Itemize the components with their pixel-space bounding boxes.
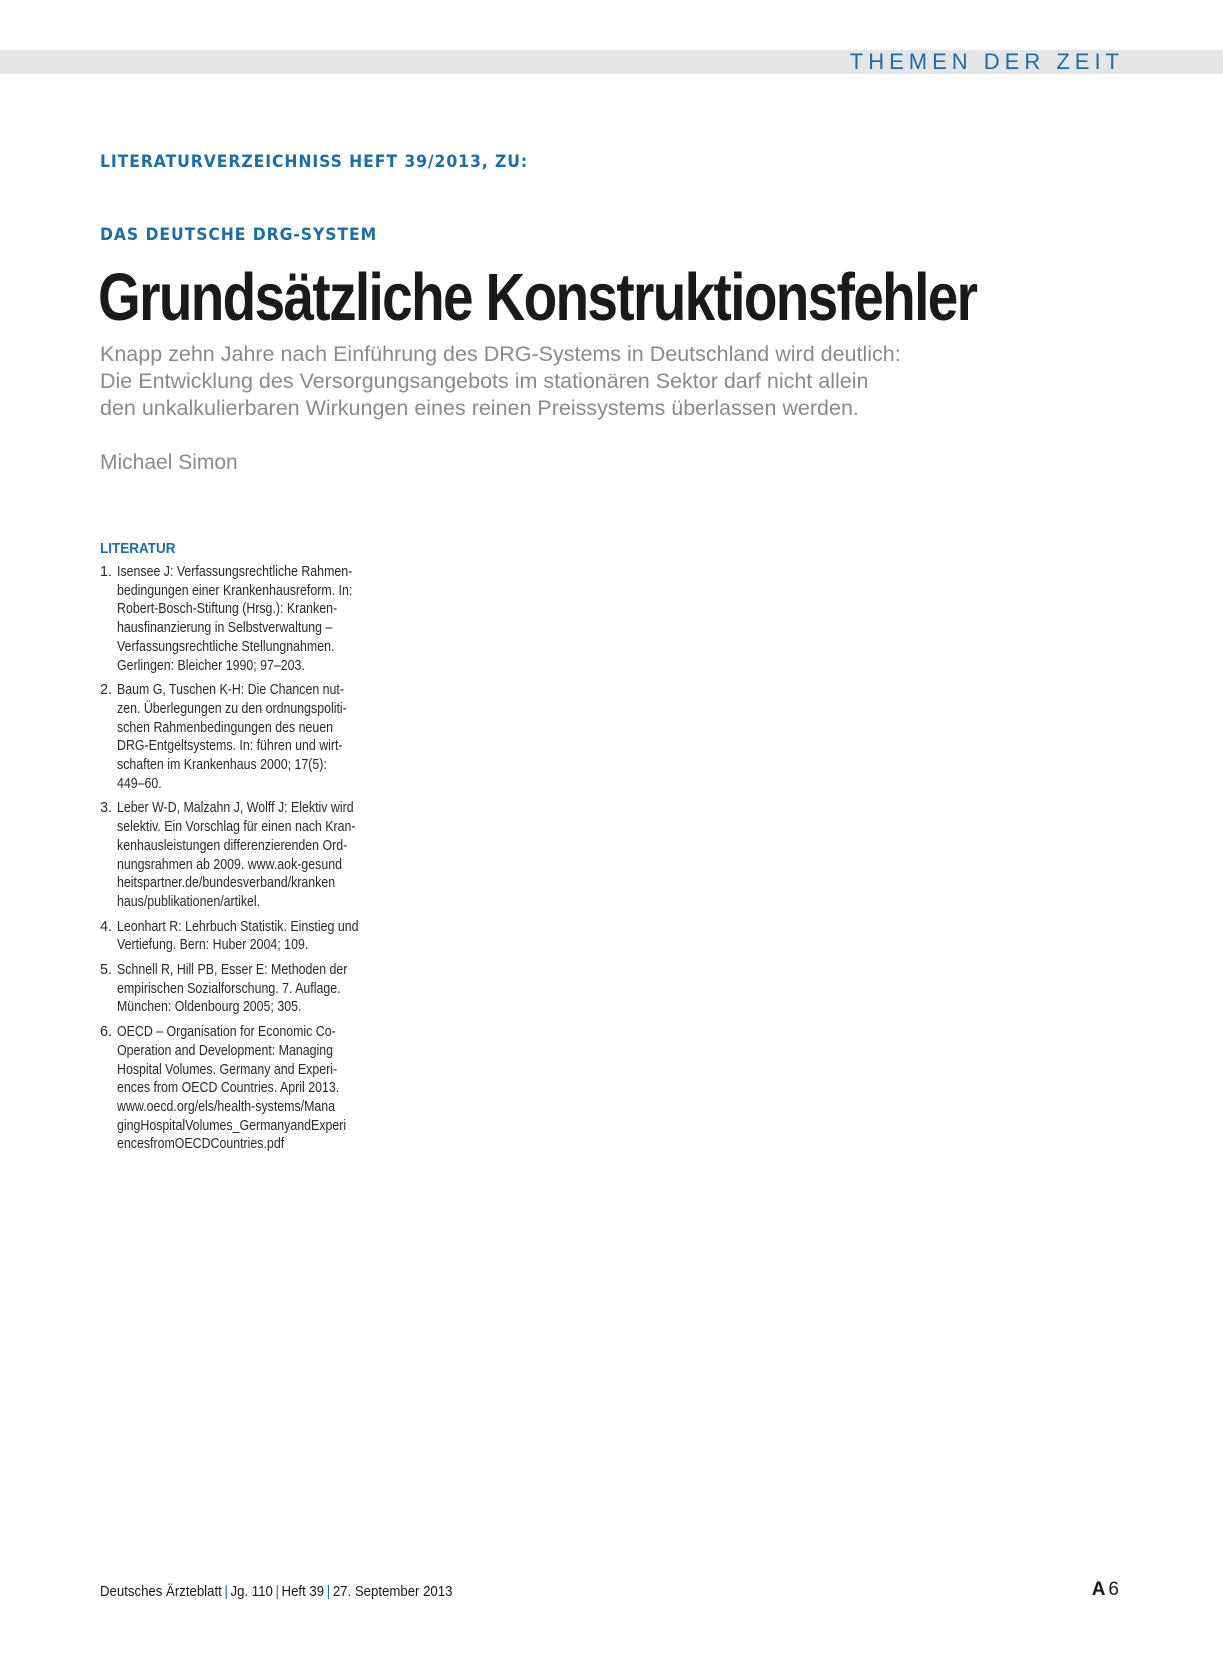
reference-line: Baum G, Tuschen K-H: Die Chancen nut- [117, 682, 344, 699]
reference-line: encesfromOECDCountries.pdf [117, 1136, 285, 1153]
reference-line: OECD – Organisation for Economic Co- [117, 1024, 336, 1041]
page-number-value: 6 [1108, 1579, 1119, 1600]
reference-line: Vertiefung. Bern: Huber 2004; 109. [117, 937, 309, 954]
reference-line: haus/publikationen/artikel. [117, 893, 261, 910]
reference-line: Gerlingen: Bleicher 1990; 97–203. [117, 657, 305, 674]
lead-line: Knapp zehn Jahre nach Einführung des DRG-Systems in Deutschland wird deutlich: [100, 342, 901, 366]
article-title: Grundsätzliche Konstruktionsfehler [98, 260, 977, 335]
reference-line: Isensee J: Verfassungsrechtliche Rahmen- [117, 564, 353, 580]
article-topic: DAS DEUTSCHE DRG-SYSTEM [100, 225, 378, 245]
reference-line: München: Oldenbourg 2005; 305. [117, 999, 302, 1016]
footer-separator: | [326, 1583, 331, 1600]
reference-item [100, 1023, 400, 1154]
footer-journal: Deutsches Ärzteblatt [100, 1583, 222, 1600]
reference-line: bedingungen einer Krankenhausreform. In: [117, 582, 353, 599]
reference-line: heitspartner.de/bundesverband/kranken [117, 875, 336, 892]
reference-line: Hospital Volumes. Germany and Experi- [117, 1061, 338, 1078]
reference-line: schen Rahmenbedingungen des neuen [117, 719, 334, 736]
reference-line: Leonhart R: Lehrbuch Statistik. Einstieg und [117, 918, 359, 935]
reference-line: selektiv. Ein Vorschlag für einen nach Kran- [117, 819, 356, 836]
reference-line: zen. Überlegungen zu den ordnungspoliti- [117, 700, 347, 717]
reference-line: www.oecd.org/els/health-systems/Mana [117, 1098, 336, 1115]
footer-separator: | [224, 1583, 228, 1600]
footer-separator: | [275, 1583, 279, 1600]
reference-line: Schnell R, Hill PB, Esser E: Methoden der [117, 962, 348, 979]
reference-item [100, 799, 400, 911]
reference-number: 5. [100, 962, 113, 979]
footer-date: 27. September 2013 [332, 1583, 453, 1600]
reference-number: 3. [100, 800, 113, 817]
section-label: THEMEN DER ZEIT [849, 49, 1124, 74]
reference-line: schaften im Krankenhaus 2000; 17(5): [117, 757, 327, 774]
reference-line: hausfinanzierung in Selbstverwaltung – [117, 620, 333, 637]
reference-number: 4. [100, 918, 113, 935]
reference-line: gingHospitalVolumes_GermanyandExperi [117, 1117, 347, 1134]
reference-line: Robert-Bosch-Stiftung (Hrsg.): Kranken- [117, 601, 338, 618]
reference-line: ences from OECD Countries. April 2013. [117, 1080, 340, 1097]
reference-item [100, 681, 400, 793]
reference-line: Verfassungsrechtliche Stellungnahmen. [117, 638, 335, 655]
page-number [1092, 1579, 1119, 1601]
reference-line: DRG-Entgeltsystems. In: führen und wirt- [117, 738, 343, 755]
reference-line: nungsrahmen ab 2009. www.aok-gesund [117, 856, 342, 873]
reference-number: 1. [100, 564, 113, 580]
footer-citation [100, 1583, 452, 1600]
reference-line: 449–60. [117, 775, 162, 792]
reference-number: 2. [100, 682, 113, 699]
article-lead [100, 341, 1000, 422]
reference-line: empirischen Sozialforschung. 7. Auflage. [117, 980, 341, 997]
footer-issue: Heft 39 [281, 1583, 325, 1600]
page-prefix: A [1091, 1579, 1106, 1600]
reference-item [100, 563, 400, 675]
reference-number: 6. [100, 1024, 113, 1041]
lead-line: den unkalkulierbaren Wirkungen eines reinen Preissystems überlassen werden. [100, 396, 859, 420]
lead-line: Die Entwicklung des Versorgungsangebots im stationären Sektor darf nicht allein [100, 369, 869, 393]
literature-heading: LITERATUR [100, 540, 176, 557]
footer-volume: Jg. 110 [230, 1583, 273, 1600]
reference-line: Leber W-D, Malzahn J, Wolff J: Elektiv wird [117, 800, 354, 817]
article-author: Michael Simon [100, 451, 238, 474]
reference-line: Operation and Development: Managing [117, 1042, 334, 1059]
reference-item [100, 961, 400, 1017]
reference-item [100, 918, 400, 955]
article-kicker: LITERATURVERZEICHNISS HEFT 39/2013, ZU: [100, 152, 529, 172]
reference-line: kenhausleistungen differenzierenden Ord- [117, 837, 348, 854]
literature-list [100, 563, 400, 1160]
